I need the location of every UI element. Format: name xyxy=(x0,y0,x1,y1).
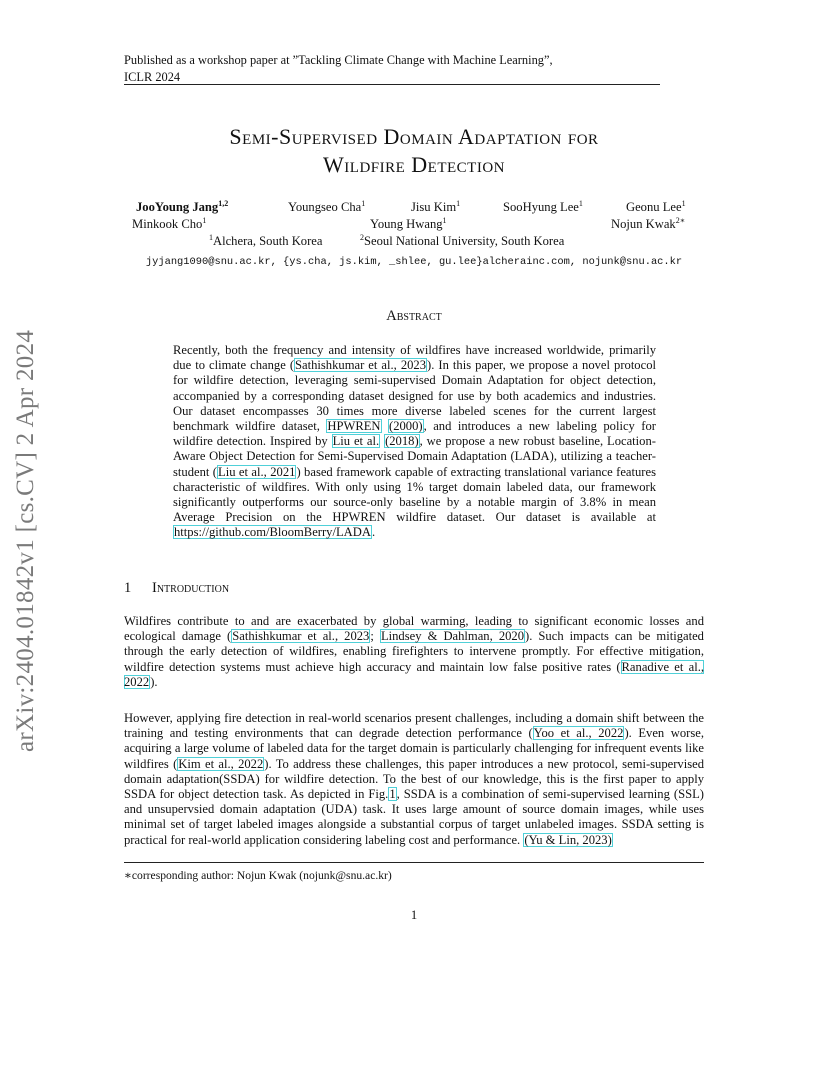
citation-link[interactable]: (Yu & Lin, 2023) xyxy=(524,832,612,847)
section-heading-introduction xyxy=(124,580,229,597)
author-3: Jisu Kim$^1$ xyxy=(411,198,461,214)
author-emails: jyjang1090@snu.ac.kr, {ys.cha, js.kim, _shlee, gu.lee}alcherainc.com, nojunk@snu.ac.kr xyxy=(145,256,683,268)
paper-title xyxy=(124,123,704,179)
author-5: Geonu Lee$^1$ xyxy=(626,198,686,214)
affiliation-2: $^2$Seoul National University, South Korea xyxy=(360,232,565,248)
citation-link[interactable]: Liu et al., 2021 xyxy=(218,464,296,479)
abstract-heading: Abstract xyxy=(386,308,442,324)
citation-link[interactable]: (2018) xyxy=(385,434,419,449)
affiliation-1: $^1$Alchera, South Korea xyxy=(209,232,323,248)
author-7: Young Hwang$^1$ xyxy=(370,215,447,231)
header-line-2: ICLR 2024 xyxy=(124,70,181,84)
footnote-rule xyxy=(124,862,704,863)
arxiv-stamp: arXiv:2404.01842v1 [cs.CV] 2 Apr 2024 xyxy=(12,329,39,752)
citation-link[interactable]: Ranadive et al., 2022 xyxy=(124,659,704,689)
title-line-1: Semi-Supervised Domain Adaptation for xyxy=(229,124,599,149)
page-number: 1 xyxy=(410,908,418,922)
dataset-url-link[interactable]: https://github.com/BloomBerry/LADA xyxy=(174,525,371,540)
citation-link[interactable]: Lindsey & Dahlman, 2020 xyxy=(380,629,525,644)
figure-reference-link[interactable]: 1 xyxy=(389,787,396,802)
citation-link[interactable]: Kim et al., 2022 xyxy=(178,756,264,771)
header-line-1: Published as a workshop paper at ”Tackling Climate Change with Machine Learning”, xyxy=(124,53,553,67)
affiliation-row xyxy=(124,234,704,251)
author-block xyxy=(124,200,704,251)
citation-link[interactable]: Liu et al. xyxy=(332,434,380,449)
abstract-body: Recently, both the frequency and intensity of wildfires have increased worldwide, primarily due to climate change (Sathishkumar et al., 2023). In this paper, we propose a novel protocol for wildfire detection, leveraging semi-supervised Domain Adaptation for object detection, accompanied by a corresponding dataset designed for use by both academics and industries. Our dataset encompasses 30 times more diverse labeled scenes for the current largest benchmark wildfire dataset, HPWREN (2000), and introduces a new labeling policy for wildfire detection. Inspired by Liu et al. (2018), we propose a new robust baseline, Location-Aware Object Detection for Semi-Supervised Domain Adaptation (LADA), utilizing a teacher-student (Liu et al., 2021) based framework capable of extracting translational variance features characteristic of wildfires. With only using 1% target domain labeled data, our framework significantly outperforms our source-only baseline by a notable margin of 3.8% in mean Average Precision on the HPWREN wildfire dataset. Our dataset is available at https://github.com/BloomBerry/LADA. xyxy=(173,343,656,540)
author-4: SooHyung Lee$^1$ xyxy=(503,198,583,214)
author-2: Youngseo Cha$^1$ xyxy=(288,198,366,214)
citation-link[interactable]: Sathishkumar et al., 2023 xyxy=(232,629,370,644)
author-row-2 xyxy=(124,217,704,234)
author-8: Nojun Kwak$^{2∗}$ xyxy=(611,215,686,231)
author-1: JooYoung Jang$^{1,2}$ xyxy=(136,198,229,214)
author-row-1 xyxy=(124,200,704,217)
paragraph-1: Wildfires contribute to and are exacerbated by global warming, leading to significant economic losses and ecological damage (Sathishkumar et al., 2023; Lindsey & Dahlman, 2020). Such impacts can be mitigated through the early detection of wildfires, enabling firefighters to intervene promptly. For effective mitigation, wildfire detection systems must achieve high accuracy and maintain low false positive rates (Ranadive et al., 2022). xyxy=(124,614,704,689)
section-number: 1 xyxy=(124,580,132,596)
header-rule xyxy=(124,84,660,85)
section-title: Introduction xyxy=(152,580,230,596)
citation-link[interactable]: Sathishkumar et al., 2023 xyxy=(295,358,427,373)
citation-link[interactable]: HPWREN xyxy=(327,419,381,434)
citation-link[interactable]: Yoo et al., 2022 xyxy=(533,726,624,741)
title-line-2: Wildfire Detection xyxy=(323,152,505,177)
paragraph-2: However, applying fire detection in real-world scenarios present challenges, including a domain shift between the training and testing environments that can degrade detection performance (Yoo et al., 2022). Even worse, acquiring a large volume of labeled data for the target domain is particularly challenging for infrequent events like wildfires (Kim et al., 2022). To address these challenges, this paper introduces a new protocol, semi-supervised domain adaptation(SSDA) for wildfire detection. To the best of our knowledge, this is the first paper to apply SSDA for object detection task. As depicted in Fig.1, SSDA is a combination of semi-supervised learning (SSL) and unsupervsied domain adaptation (UDA) task. It uses large amount of source domain images, while uses minimal set of target labeled images alongside a substantial corpus of target unlabeled images. SSDA setting is practical for real-world application considering labeling cost and performance. (Yu & Lin, 2023) xyxy=(124,711,705,847)
author-6: Minkook Cho$^1$ xyxy=(132,215,207,231)
running-header xyxy=(124,52,664,86)
footnote: ∗corresponding author: Nojun Kwak (nojunk@snu.ac.kr) xyxy=(124,869,392,882)
citation-link[interactable]: (2000) xyxy=(389,419,423,434)
